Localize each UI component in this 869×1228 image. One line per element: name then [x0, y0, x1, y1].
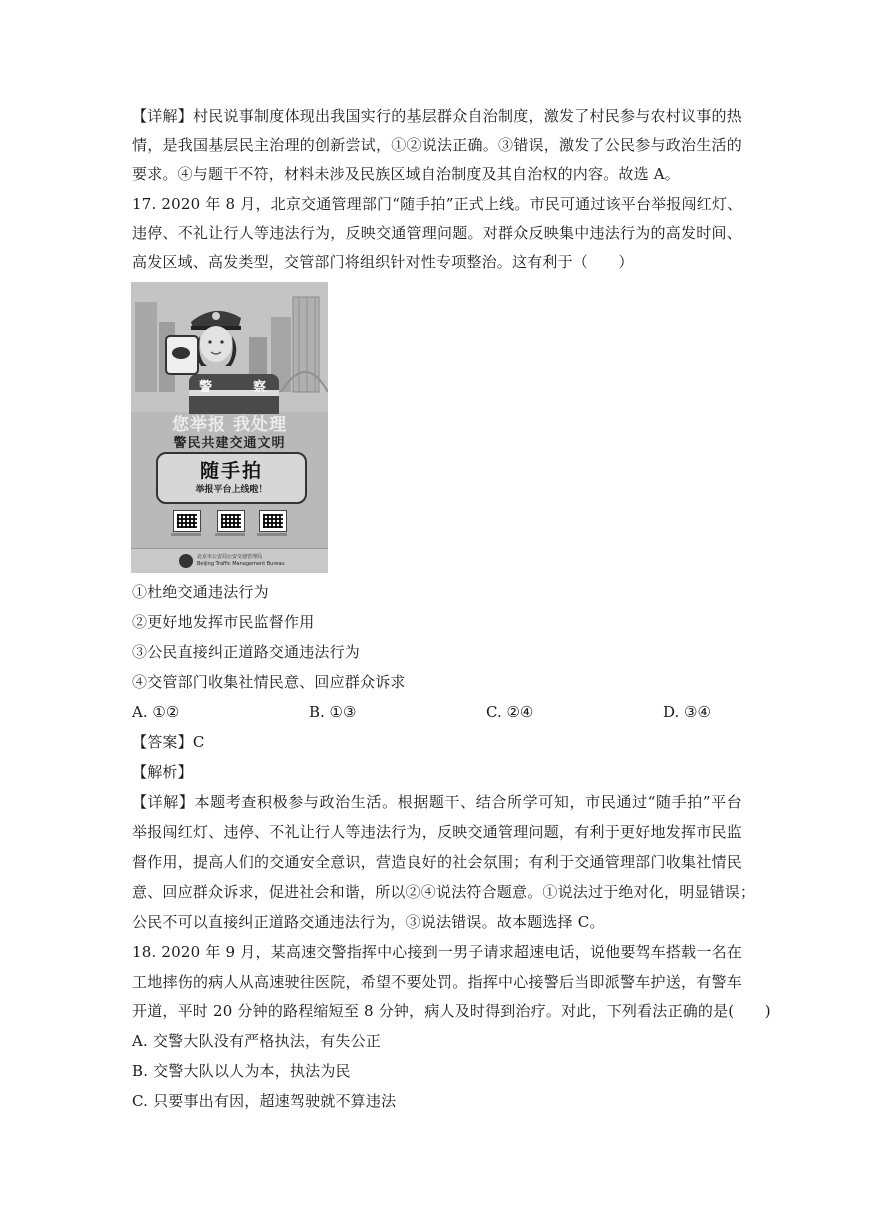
answer-label: 【答案】 — [132, 733, 193, 751]
poster-footer-en: Beijing Traffic Management Bureau — [197, 561, 285, 567]
detail-line: 公民不可以直接纠正道路交通违法行为，③说法错误。故本题选择 C。 — [132, 913, 605, 931]
question-18-line: 18. 2020 年 9 月，某高速交警指挥中心接到一男子请求超速电话，说他要驾车搭载一名在 — [132, 943, 742, 961]
detail-line: 【详解】本题考查积极参与政治生活。根据题干、结合所学可知，市民通过“随手拍”平台 — [132, 793, 742, 811]
statement-item: ②更好地发挥市民监督作用 — [132, 613, 315, 631]
options-row — [132, 702, 742, 722]
qr-caption — [257, 533, 287, 536]
qr-code-icon — [173, 510, 201, 532]
option-d: D. ③④ — [663, 703, 711, 721]
poster-footer — [131, 548, 328, 573]
suishoupai-poster-image — [131, 282, 328, 573]
question-17-line: 17. 2020 年 8 月，北京交通管理部门“随手拍”正式上线。市民可通过该平台举报闯红灯、 — [132, 195, 743, 213]
detail-line: 举报闯红灯、违停、不礼让行人等违法行为，反映交通管理问题，有利于更好地发挥市民监 — [132, 823, 742, 841]
analysis-label: 【解析】 — [132, 763, 193, 781]
vest-text-right: 察 — [253, 380, 267, 395]
option-a: A. ①② — [132, 703, 180, 721]
answer-line — [132, 732, 742, 752]
phone-graphic — [165, 335, 199, 375]
statement-item: ③公民直接纠正道路交通违法行为 — [132, 643, 361, 661]
option-c: C. 只要事出有因，超速驾驶就不算违法 — [132, 1092, 397, 1110]
qr-caption — [171, 533, 201, 536]
detail-line: 要求。④与题干不符，材料未涉及民族区域自治制度及其自治权的内容。故选 A。 — [132, 165, 681, 183]
detail-line: 督作用，提高人们的交通安全意识，营造良好的社会氛围；有利于交通管理部门收集社情民 — [132, 853, 742, 871]
statement-item: ①杜绝交通违法行为 — [132, 583, 269, 601]
qr-code-icon — [259, 510, 287, 532]
answer-value: C — [192, 733, 205, 751]
question-17-line: 违停、不礼让行人等违法行为，反映交通管理问题。对群众反映集中违法行为的高发时间、 — [132, 224, 742, 242]
option-b: B. ①③ — [309, 703, 357, 721]
poster-slogan-sub: 警民共建交通文明 — [173, 436, 286, 451]
poster-slogan: 您举报 我处理 — [172, 415, 287, 435]
question-18-line: 工地摔伤的病人从高速驶往医院，希望不要处罚。指挥中心接警后当即派警车护送，有警车 — [132, 973, 742, 991]
detail-line: 意、回应群众诉求，促进社会和谐，所以②④说法符合题意。①说法过于绝对化，明显错误； — [132, 883, 756, 901]
qr-caption — [215, 533, 245, 536]
poster-title-box — [156, 452, 307, 504]
poster-footer-cn: 北京市公安局公安交通管理局 — [197, 554, 263, 560]
police-vest-graphic — [189, 374, 279, 414]
detail-line: 【详解】村民说事制度体现出我国实行的基层群众自治制度，激发了村民参与农村议事的热 — [132, 107, 742, 125]
qr-code-icon — [217, 510, 245, 532]
detail-line: 情，是我国基层民主治理的创新尝试，①②说法正确。③错误，激发了公民参与政治生活的 — [132, 136, 742, 154]
vest-text-left: 警 — [199, 380, 213, 395]
police-emblem-icon — [179, 554, 193, 568]
poster-title: 随手拍 — [199, 460, 263, 482]
option-c: C. ②④ — [486, 703, 534, 721]
poster-subtitle: 举报平台上线啦！ — [195, 485, 268, 495]
statement-item: ④交管部门收集社情民意、回应群众诉求 — [132, 673, 406, 691]
question-18-line: 开道，平时 20 分钟的路程缩短至 8 分钟，病人及时得到治疗。对此，下列看法正确的是( ) — [132, 1002, 771, 1020]
option-a: A. 交警大队没有严格执法，有失公正 — [132, 1032, 381, 1050]
question-17-line: 高发区域、高发类型，交管部门将组织针对性专项整治。这有利于（ ） — [132, 253, 634, 271]
option-b: B. 交警大队以人为本，执法为民 — [132, 1062, 351, 1080]
